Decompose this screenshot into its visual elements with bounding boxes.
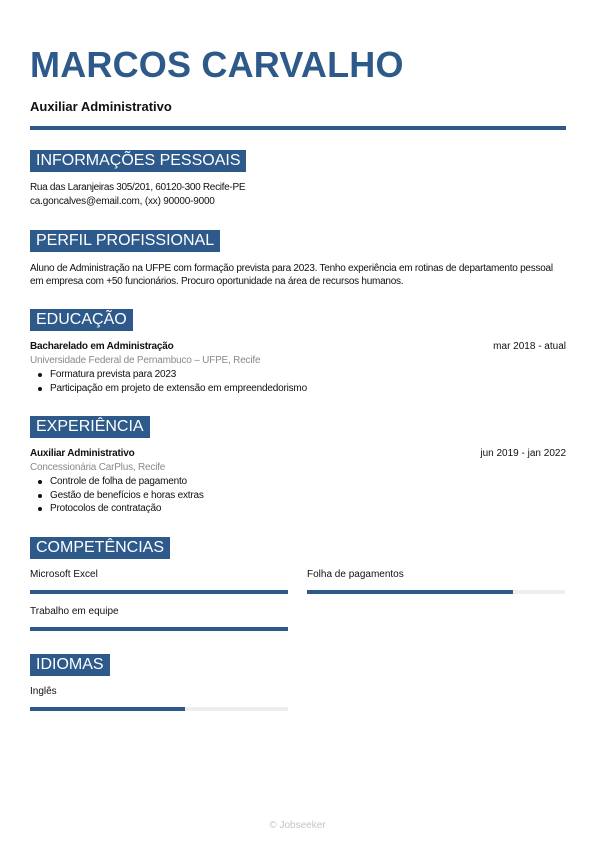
header-divider [30,126,566,130]
language-bar-fill [30,707,185,711]
section-title-education: EDUCAÇÃO [30,309,133,331]
candidate-role: Auxiliar Administrativo [30,99,172,114]
experience-bullets [30,475,204,516]
experience-position: Auxiliar Administrativo [30,448,135,459]
skill-bar [30,627,288,631]
education-bullets [30,368,307,395]
language-bar [30,707,288,711]
skill-bar [30,590,288,594]
skill-bar-fill [30,590,288,594]
skill-bar-fill [30,627,288,631]
candidate-name: MARCOS CARVALHO [30,44,404,85]
language-item [30,685,288,711]
skill-item [30,568,288,594]
skill-bar-fill [307,590,513,594]
section-title-skills: COMPETÊNCIAS [30,537,170,559]
section-title-experience: EXPERIÊNCIA [30,416,150,438]
contact-text: ca.goncalves@email.com, (xx) 90000-9000 [30,196,215,207]
list-item: Formatura prevista para 2023 [50,368,307,382]
skill-item [30,605,288,631]
skill-item [307,568,565,594]
footer-credit: © Jobseeker [269,820,326,831]
skill-label: Trabalho em equipe [30,606,119,617]
section-title-personal: INFORMAÇÕES PESSOAIS [30,150,246,172]
section-title-profile: PERFIL PROFISSIONAL [30,230,220,252]
list-item: Protocolos de contratação [50,502,204,516]
language-label: Inglês [30,686,57,697]
list-item: Gestão de benefícios e horas extras [50,489,204,501]
education-degree: Bacharelado em Administração [30,341,174,352]
section-title-languages: IDIOMAS [30,654,110,676]
experience-company: Concessionária CarPlus, Recife [30,462,166,473]
profile-text: Aluno de Administração na UFPE com formação prevista para 2023. Tenho experiência em rotinas de departamento pessoal em empresa com +50 funcionários. Procuro oportunidade na área de recursos humanos. [30,263,553,287]
experience-date: jun 2019 - jan 2022 [480,448,566,459]
education-institution: Universidade Federal de Pernambuco – UFPE, Recife [30,355,261,366]
skill-label: Folha de pagamentos [307,569,404,580]
list-item: Participação em projeto de extensão em empreendedorismo [50,382,307,394]
skill-label: Microsoft Excel [30,569,98,580]
list-item: Controle de folha de pagamento [50,475,204,489]
education-date: mar 2018 - atual [493,341,566,352]
skill-bar [307,590,565,594]
address-text: Rua das Laranjeiras 305/201, 60120-300 Recife-PE [30,182,246,193]
